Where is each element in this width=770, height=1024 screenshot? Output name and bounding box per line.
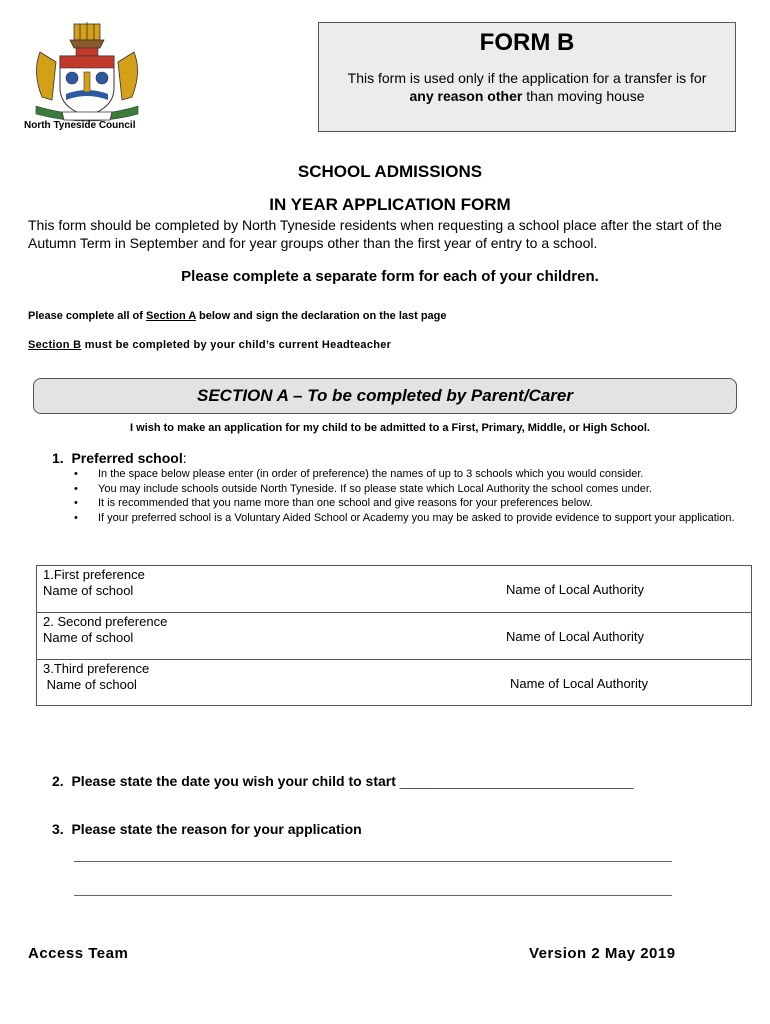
reason-field-line-2[interactable]	[74, 881, 672, 896]
note1-after: below and sign the declaration on the last page	[195, 310, 447, 322]
application-statement: I wish to make an application for my child to be admitted to a First, Primary, Middle, or High School.	[130, 422, 650, 434]
preference-row-2[interactable]	[37, 613, 751, 660]
question-3	[52, 821, 362, 837]
local-authority-label: Name of Local Authority	[506, 629, 645, 644]
section-a-ref: Section A	[146, 310, 196, 322]
local-authority-label: Name of Local Authority	[506, 582, 645, 597]
section-b-ref: Section B	[28, 339, 82, 351]
question-1-title: Preferred school	[71, 450, 183, 466]
footer-team: Access Team	[28, 945, 129, 962]
preference-row-1[interactable]	[37, 566, 751, 613]
question-2	[52, 773, 633, 789]
usage-text-before: This form is used only if the application for a transfer is for	[347, 70, 707, 86]
heading-line-2: IN YEAR APPLICATION FORM	[269, 195, 511, 214]
heading-line-1: SCHOOL ADMISSIONS	[297, 162, 483, 181]
school-preference-table	[36, 565, 752, 706]
section-a-header: SECTION A – To be completed by Parent/Carer	[33, 378, 737, 414]
guidance-item: • You may include schools outside North Tyneside. If so please state which Local Authority the school comes under.	[72, 482, 762, 497]
usage-text-bold: any reason other	[409, 88, 523, 104]
usage-text-after: than moving house	[526, 88, 645, 104]
local-authority-label: Name of Local Authority	[510, 676, 649, 691]
question-1-heading	[52, 450, 187, 466]
question-3-number: 3.	[52, 821, 64, 837]
start-date-field[interactable]: ______________________________	[399, 773, 634, 789]
school-name-label: Name of school	[43, 629, 134, 645]
preferred-school-guidance	[72, 467, 762, 525]
form-usage-note	[319, 69, 735, 105]
question-3-text: Please state the reason for your application	[71, 821, 362, 837]
school-name-label: Name of school	[43, 676, 137, 692]
preference-label	[43, 567, 145, 598]
question-1-colon: :	[182, 450, 187, 466]
guidance-item: • It is recommended that you name more than one school and give reasons for your preferences below.	[72, 496, 762, 511]
preference-heading: 1.First preference	[43, 567, 145, 582]
intro-paragraph: This form should be completed by North Tyneside residents when requesting a school place after the start of the Autumn Term in September and for year groups other than the first year of entry to a school.	[28, 217, 722, 251]
school-name-label: Name of school	[43, 582, 134, 598]
section-b-instruction	[28, 339, 391, 351]
note1-before: Please complete all of	[28, 310, 146, 322]
preference-row-3[interactable]	[37, 660, 751, 707]
guidance-item: • In the space below please enter (in order of preference) the names of up to 3 schools which you would consider.	[72, 467, 762, 482]
reason-field-line-1[interactable]	[74, 847, 672, 862]
separate-form-note: Please complete a separate form for each of your children.	[181, 268, 599, 285]
footer-version: Version 2 May 2019	[529, 945, 676, 962]
preference-label	[43, 661, 149, 692]
form-title: FORM B	[479, 29, 575, 56]
preference-heading: 2. Second preference	[43, 614, 168, 629]
question-2-number: 2.	[52, 773, 64, 789]
form-type-box	[318, 22, 736, 132]
section-a-instruction	[28, 310, 447, 322]
question-1-number: 1.	[52, 450, 64, 466]
preference-label	[43, 614, 167, 645]
guidance-item: • If your preferred school is a Voluntary Aided School or Academy you may be asked to provide evidence to support your application.	[72, 511, 762, 526]
council-name: North Tyneside Council	[24, 120, 136, 131]
question-2-text: Please state the date you wish your child to start	[71, 773, 396, 789]
preference-heading: 3.Third preference	[43, 661, 150, 676]
note2-after: must be completed by your child’s current Headteacher	[81, 339, 392, 351]
